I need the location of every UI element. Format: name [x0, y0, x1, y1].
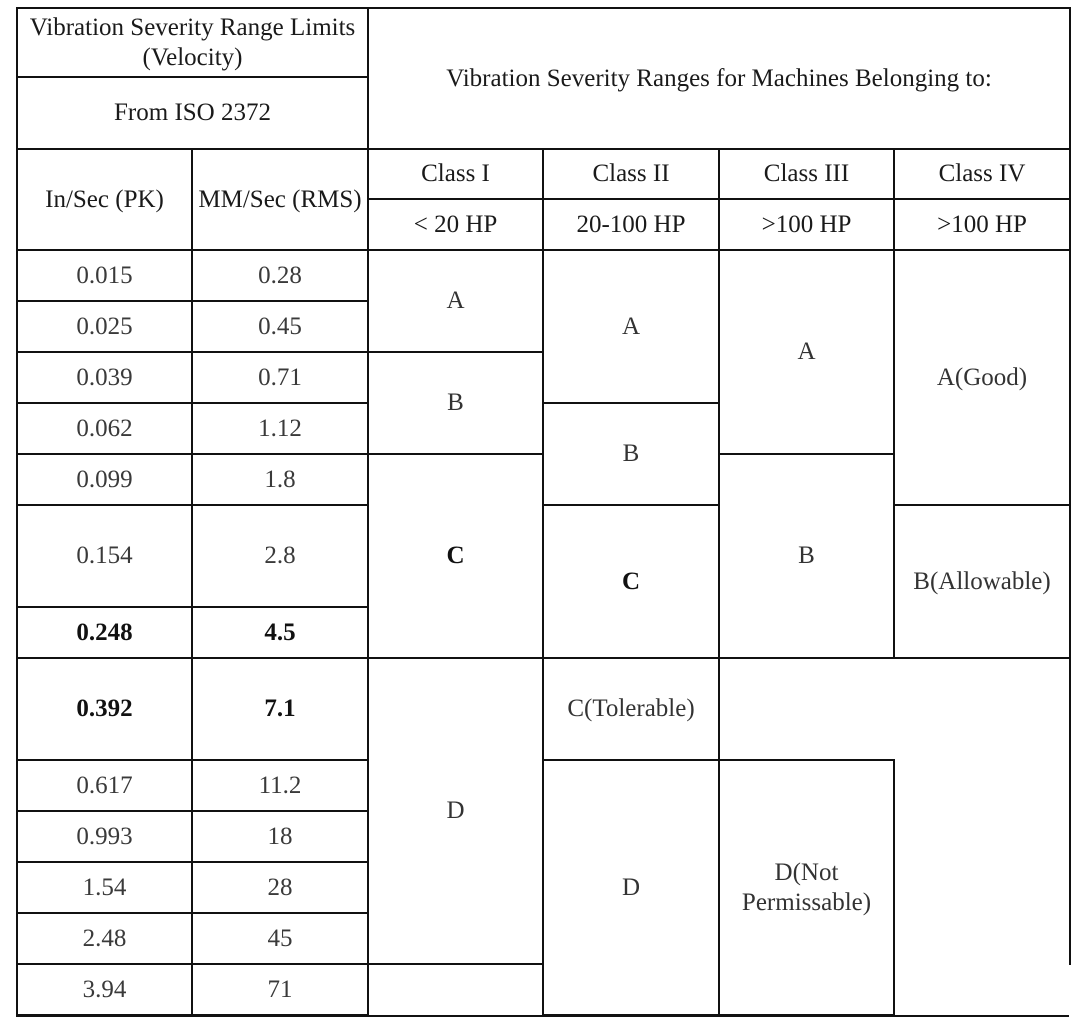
in-sec-value: 0.248 — [17, 607, 192, 658]
mm-sec-value: 2.8 — [192, 505, 368, 607]
mm-sec-value: 28 — [192, 862, 368, 913]
in-sec-value: 0.039 — [17, 352, 192, 403]
class-4-header: Class IV — [894, 149, 1070, 199]
class-1-hp: < 20 HP — [368, 199, 543, 250]
class-2-zone-d: D — [368, 658, 543, 964]
class-2-zone-c: C — [543, 505, 719, 658]
vibration-severity-table — [16, 7, 1071, 1016]
in-sec-value: 0.154 — [17, 505, 192, 607]
class-4-zone-c: C(Tolerable) — [543, 658, 719, 760]
class-2-zone-b: B — [543, 403, 719, 505]
mm-sec-value: 0.71 — [192, 352, 368, 403]
class-4-zone-d: D(Not Permissable) — [719, 760, 894, 1015]
mm-sec-value: 0.28 — [192, 250, 368, 301]
class-2-header: Class II — [543, 149, 719, 199]
in-sec-value: 0.062 — [17, 403, 192, 454]
mm-sec-value: 7.1 — [192, 658, 368, 760]
mm-sec-value: 18 — [192, 811, 368, 862]
mm-sec-value: 1.12 — [192, 403, 368, 454]
table-row — [17, 505, 1070, 607]
class-1-zone-a: A — [368, 250, 543, 352]
class-2-hp: 20-100 HP — [543, 199, 719, 250]
table-row — [17, 250, 1070, 301]
mm-sec-value: 4.5 — [192, 607, 368, 658]
mm-sec-value: 11.2 — [192, 760, 368, 811]
ranges-title-cell — [368, 8, 1070, 149]
class-3-zone-b: B — [719, 454, 894, 658]
in-sec-value: 0.015 — [17, 250, 192, 301]
class-1-zone-c: C — [368, 454, 543, 658]
class-1-zone-b: B — [368, 352, 543, 454]
class-3-zone-a: A — [719, 250, 894, 454]
class-3-header: Class III — [719, 149, 894, 199]
in-sec-value: 0.392 — [17, 658, 192, 760]
in-sec-value: 0.099 — [17, 454, 192, 505]
class-4-hp: >100 HP — [894, 199, 1070, 250]
mm-sec-value: 71 — [192, 964, 368, 1015]
in-sec-value: 2.48 — [17, 913, 192, 964]
limits-title-cell — [17, 8, 368, 77]
mm-sec-value: 1.8 — [192, 454, 368, 505]
mm-sec-value: 45 — [192, 913, 368, 964]
class-3-hp: >100 HP — [719, 199, 894, 250]
bottom-divider — [16, 1015, 1069, 1017]
limits-title: Vibration Severity Range Limits (Velocity) — [29, 13, 356, 71]
class-3-zone-d: D — [543, 760, 719, 1015]
in-sec-value: 0.025 — [17, 301, 192, 352]
class-2-zone-a: A — [543, 250, 719, 403]
mm-sec-header: MM/Sec (RMS) — [192, 149, 368, 250]
table-row — [17, 760, 1070, 811]
source-standard: From ISO 2372 — [114, 99, 271, 126]
in-sec-value: 3.94 — [17, 964, 192, 1015]
source-cell — [17, 77, 368, 149]
in-sec-value: 0.993 — [17, 811, 192, 862]
ranges-title: Vibration Severity Ranges for Machines Belonging to: — [446, 64, 992, 92]
in-sec-value: 1.54 — [17, 862, 192, 913]
table-row — [17, 658, 1070, 760]
class-1-header: Class I — [368, 149, 543, 199]
class-4-zone-b: B(Allowable) — [894, 505, 1070, 658]
in-sec-value: 0.617 — [17, 760, 192, 811]
mm-sec-value: 0.45 — [192, 301, 368, 352]
in-sec-header: In/Sec (PK) — [17, 149, 192, 250]
class-4-zone-a: A(Good) — [894, 250, 1070, 505]
